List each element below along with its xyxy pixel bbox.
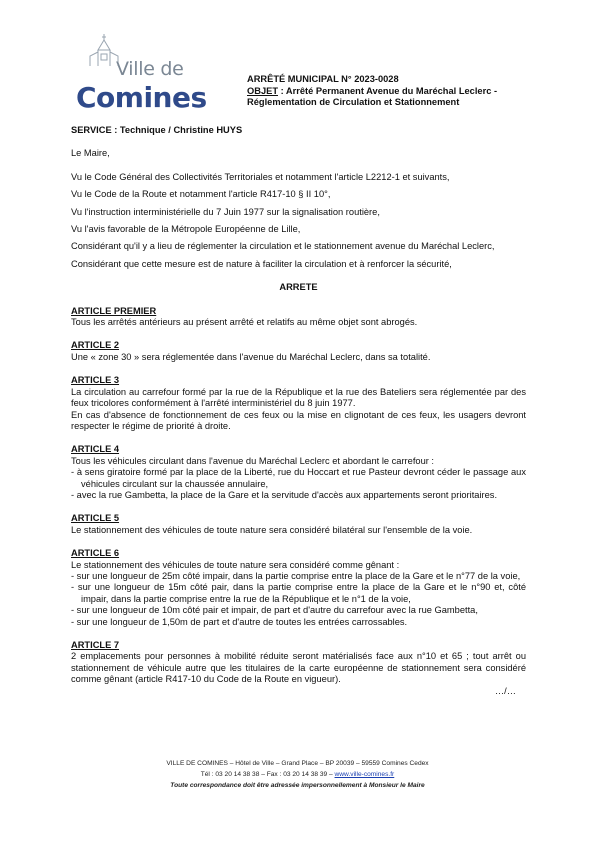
article-4-title: ARTICLE 4 [71,444,120,455]
article-4-item-1: - à sens giratoire formé par la place de la Liberté, rue du Hoccart et rue Pasteur devront céder le passage aux véhicules circulant sur la chaussée annulaire, [71,467,526,489]
decree-subject [247,86,547,98]
document-body [71,125,526,697]
article-5-title: ARTICLE 5 [71,513,120,524]
article-2-title: ARTICLE 2 [71,340,120,351]
article-7-title: ARTICLE 7 [71,640,120,650]
article-5-text: Le stationnement des véhicules de toute nature sera considéré bilatéral sur l'ensemble de la voie. [71,524,473,535]
article-6-item-2: - sur une longueur de 15m côté pair, dans la partie comprise entre la place de la Gare et le n°90 et, côté impair, dans la partie comprise entre la rue de la République et le n°1 de la voie, [71,582,526,604]
article-2-text: Une « zone 30 » sera réglementée dans l'avenue du Maréchal Leclerc, dans sa totalité. [71,351,431,362]
subject-label: OBJET [247,85,278,96]
decree-title: ARRÊTÉ MUNICIPAL N° 2023-0028 [247,74,399,84]
subject-text: : Arrêté Permanent Avenue du Maréchal Leclerc - [278,85,498,96]
article-1-title: ARTICLE PREMIER [71,305,157,316]
consideration-6: Considérant que cette mesure est de nature à faciliter la circulation et à renforcer la sécurité, [71,258,452,269]
continuation-mark: …/… [494,685,516,696]
footer-address: VILLE DE COMINES – Hôtel de Ville – Grand Place – BP 20039 – 59559 Comines Cedex [166,760,429,767]
footer-phone-fax: Tél : 03 20 14 38 38 – Fax : 03 20 14 38 39 – [200,771,335,778]
arrete-heading: ARRETE [279,282,318,293]
article-3-text-1: La circulation au carrefour formé par la rue de la République et la rue des Bateliers sera réglementée par des feux tricolores conformément à l'arrêté interministériel du 8 juin 1977. [71,386,526,409]
article-4-item-2: - avec la rue Gambetta, la place de la Gare et la servitude d'accès aux appartements seront prioritaires. [71,489,498,500]
consideration-2: Vu le Code de la Route et notamment l'article R417-10 § II 10°, [71,189,331,200]
decree-subject-line2: Réglementation de Circulation et Stationnement [247,97,460,107]
service-line: SERVICE : Technique / Christine HUYS [71,125,243,135]
salutation: Le Maire, [71,148,110,159]
article-1-text: Tous les arrêtés antérieurs au présent arrêté et relatifs au même objet sont abrogés. [71,317,418,328]
consideration-1: Vu le Code Général des Collectivités Territoriales et notamment l'article L2212-1 et suivants, [71,171,450,182]
consideration-3: Vu l'instruction interministérielle du 7 Juin 1977 sur la signalisation routière, [71,206,380,217]
city-logo [76,32,207,118]
article-3-text-2: En cas d'absence de fonctionnement de ces feux ou la mise en clignotant de ces feux, les usagers devront respecter le régime de priorité à droite. [71,409,526,431]
article-4-text: Tous les véhicules circulant dans l'avenue du Maréchal Leclerc et abordant le carrefour : [71,455,435,466]
article-6-title: ARTICLE 6 [71,548,120,559]
article-6-item-1: - sur une longueur de 25m côté impair, dans la partie comprise entre la place de la Gare et le n°77 de la voie, [71,570,521,581]
consideration-5: Considérant qu'il y a lieu de réglementer la circulation et le stationnement avenue du Maréchal Leclerc, [71,241,495,252]
page-footer [0,758,595,791]
footer-contact [0,769,595,780]
article-6-item-3: - sur une longueur de 10m côté pair et impair, de part et d'autre du carrefour avec la rue Gambetta, [71,605,478,616]
article-3-title: ARTICLE 3 [71,375,120,386]
article-6-text: Le stationnement des véhicules de toute nature sera considéré comme gênant : [71,559,400,570]
logo-line-comines: Comines [76,81,207,114]
document-heading [247,74,547,109]
footer-website-link[interactable]: www.ville-comines.fr [334,771,395,778]
logo-line-ville: Ville de [116,58,184,80]
consideration-4: Vu l'avis favorable de la Métropole Européenne de Lille, [71,224,301,235]
footer-note: Toute correspondance doit être adressée impersonnellement à Monsieur le Maire [170,782,425,789]
article-6-item-4: - sur une longueur de 1,50m de part et d'autre de toutes les entrées carrossables. [71,616,408,627]
article-7-text: 2 emplacements pour personnes à mobilité réduite seront matérialisés face aux n°10 et 65 ; tout arrêt ou stationnement de véhicule autre que les titulaires de la carte européenne de stationnement sera considéré comme gênant (article R417-10 du Code de la Route en vigueur). [71,651,526,685]
